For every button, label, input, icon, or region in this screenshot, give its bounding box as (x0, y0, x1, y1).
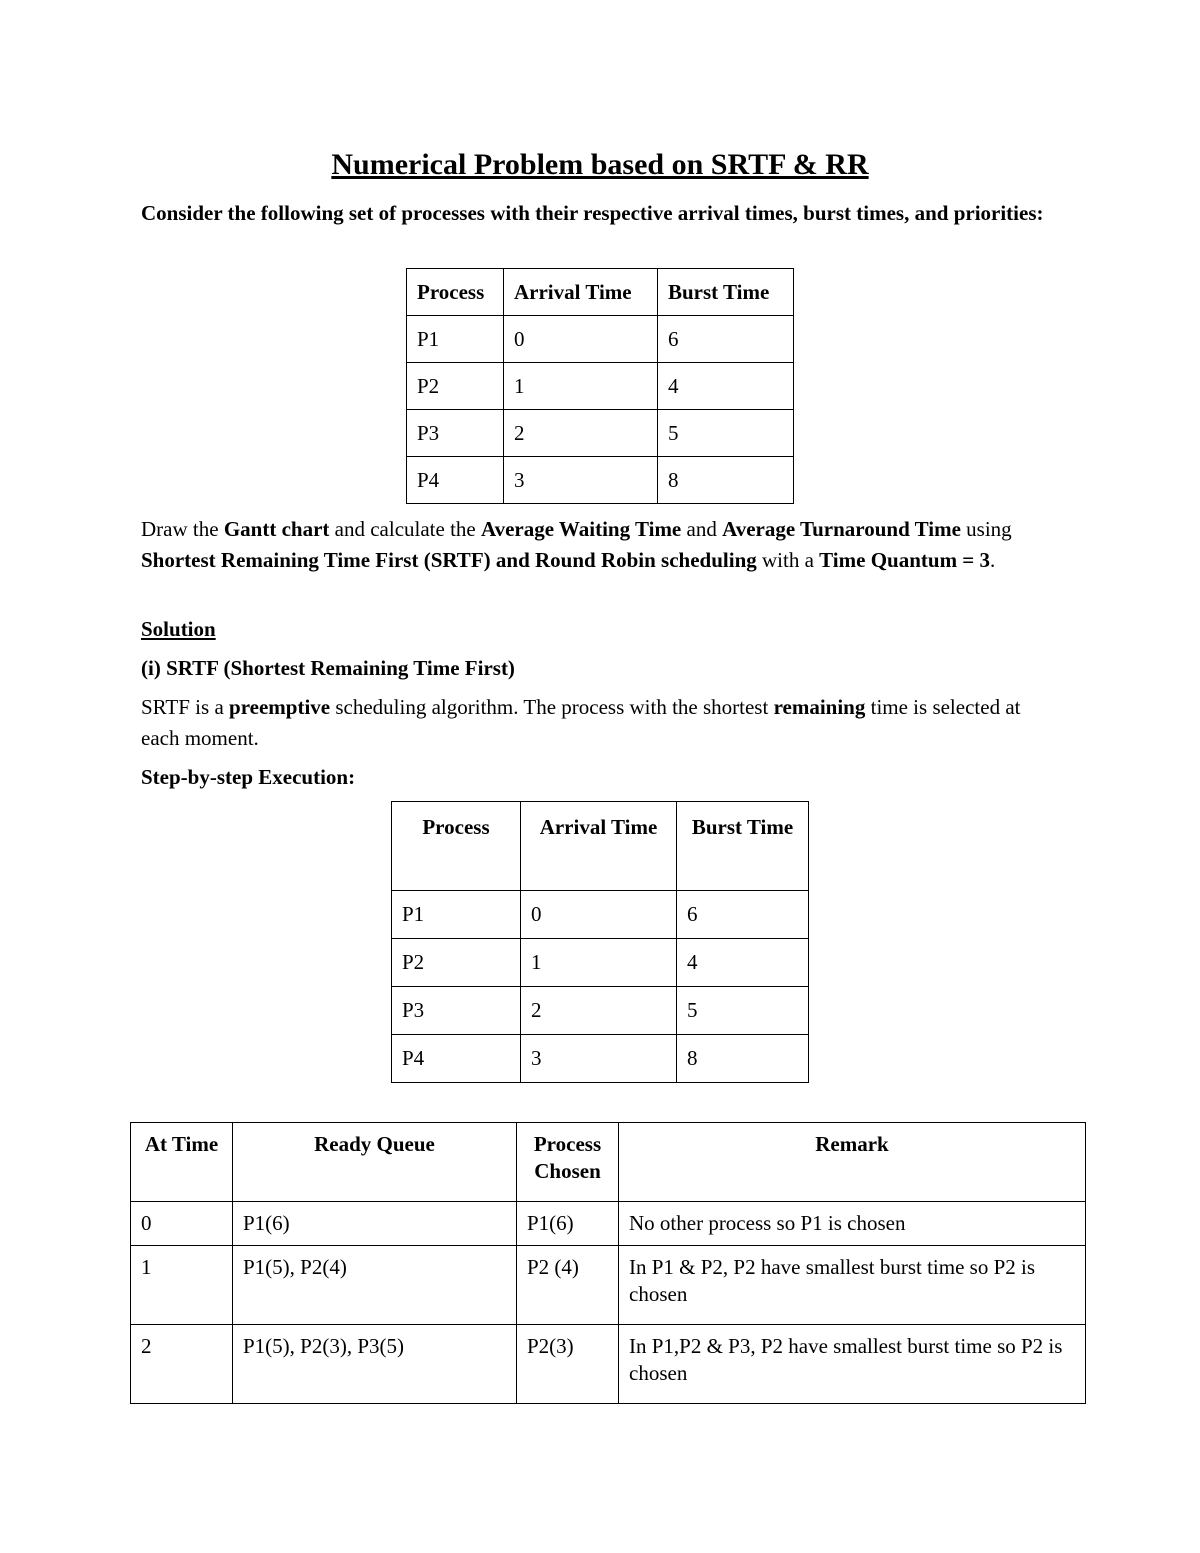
table-row (392, 891, 809, 939)
cell-process: P4 (392, 1035, 521, 1083)
table-header-row (131, 1123, 1086, 1202)
cell-arrival: 0 (504, 316, 658, 363)
page-title: Numerical Problem based on SRTF & RR (331, 148, 869, 181)
table-row (131, 1202, 1086, 1246)
cell-remark: In P1 & P2, P2 have smallest burst time so P2 is chosen (619, 1246, 1086, 1325)
task-bold-awt: Average Waiting Time (480, 517, 682, 541)
task-text-1: Draw the (141, 517, 224, 541)
srtf-desc-1: SRTF is a (141, 695, 230, 719)
table-row (407, 363, 794, 410)
header-burst-time: Burst Time (677, 802, 809, 891)
cell-time: 1 (131, 1246, 233, 1325)
cell-burst: 8 (677, 1035, 809, 1083)
header-burst-time: Burst Time (658, 269, 794, 316)
cell-burst: 5 (677, 987, 809, 1035)
execution-table (130, 1122, 1086, 1404)
table-row (392, 987, 809, 1035)
cell-process-chosen: P2 (4) (517, 1246, 619, 1325)
task-bold-algorithms: Shortest Remaining Time First (SRTF) and Round Robin scheduling (141, 548, 757, 572)
cell-burst: 6 (677, 891, 809, 939)
srtf-desc-2: scheduling algorithm. The process with the shortest (330, 695, 774, 719)
table-header-row (407, 269, 794, 316)
task-text-5: with a (756, 548, 820, 572)
table-row (407, 410, 794, 457)
task-text-3: and (681, 517, 723, 541)
task-bold-gantt: Gantt chart (223, 517, 330, 541)
cell-ready-queue: P1(5), P2(3), P3(5) (233, 1325, 517, 1404)
srtf-description (141, 692, 1061, 754)
table-row (131, 1246, 1086, 1325)
cell-time: 0 (131, 1202, 233, 1246)
solution-heading: Solution (141, 617, 216, 641)
table-row (131, 1325, 1086, 1404)
table-row (407, 457, 794, 504)
table-row (392, 1035, 809, 1083)
cell-arrival: 1 (504, 363, 658, 410)
cell-arrival: 2 (504, 410, 658, 457)
step-heading: Step-by-step Execution: (141, 765, 356, 789)
cell-arrival: 3 (521, 1035, 677, 1083)
task-text (141, 514, 1061, 576)
cell-process: P1 (392, 891, 521, 939)
cell-process: P4 (407, 457, 504, 504)
header-process: Process (392, 802, 521, 891)
intro-text: Consider the following set of processes with their respective arrival times, burst times, and priorities: (141, 201, 1044, 225)
cell-burst: 6 (658, 316, 794, 363)
header-process: Process (407, 269, 504, 316)
process-table (406, 268, 794, 504)
srtf-desc-3: time is selected at each moment. (141, 695, 1021, 750)
cell-remark: No other process so P1 is chosen (619, 1202, 1086, 1246)
cell-remark: In P1,P2 & P3, P2 have smallest burst time so P2 is chosen (619, 1325, 1086, 1404)
task-text-2: and calculate the (329, 517, 481, 541)
srtf-bold-preemptive: preemptive (229, 695, 331, 719)
cell-burst: 4 (658, 363, 794, 410)
step-table (391, 801, 809, 1083)
header-ready-queue: Ready Queue (233, 1123, 517, 1202)
header-arrival-time: Arrival Time (504, 269, 658, 316)
task-bold-att: Average Turnaround Time (722, 517, 961, 541)
cell-arrival: 2 (521, 987, 677, 1035)
cell-time: 2 (131, 1325, 233, 1404)
cell-burst: 8 (658, 457, 794, 504)
cell-burst: 4 (677, 939, 809, 987)
cell-process-chosen: P2(3) (517, 1325, 619, 1404)
cell-ready-queue: P1(5), P2(4) (233, 1246, 517, 1325)
srtf-heading: (i) SRTF (Shortest Remaining Time First) (141, 656, 515, 680)
cell-process: P2 (407, 363, 504, 410)
cell-process-chosen: P1(6) (517, 1202, 619, 1246)
cell-arrival: 1 (521, 939, 677, 987)
cell-ready-queue: P1(6) (233, 1202, 517, 1246)
task-text-4: using (960, 517, 1012, 541)
table-header-row (392, 802, 809, 891)
table-row (392, 939, 809, 987)
task-bold-quantum: Time Quantum = 3 (819, 548, 991, 572)
cell-arrival: 0 (521, 891, 677, 939)
header-at-time: At Time (131, 1123, 233, 1202)
srtf-bold-remaining: remaining (773, 695, 866, 719)
table-row (407, 316, 794, 363)
cell-process: P3 (392, 987, 521, 1035)
cell-arrival: 3 (504, 457, 658, 504)
cell-process: P3 (407, 410, 504, 457)
cell-process: P1 (407, 316, 504, 363)
cell-burst: 5 (658, 410, 794, 457)
header-process-chosen: Process Chosen (517, 1123, 619, 1202)
header-remark: Remark (619, 1123, 1086, 1202)
task-text-6: . (990, 548, 996, 572)
header-arrival-time: Arrival Time (521, 802, 677, 891)
cell-process: P2 (392, 939, 521, 987)
